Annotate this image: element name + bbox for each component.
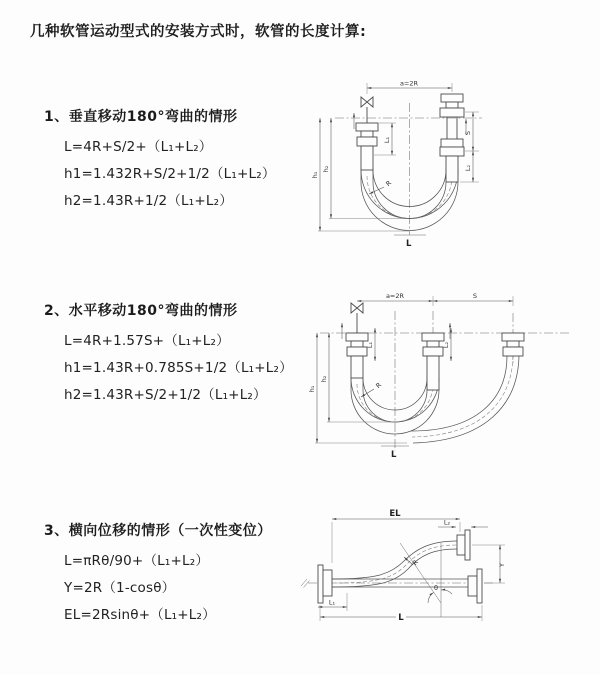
dim-label-L2: L₂	[464, 164, 472, 172]
dim-label-S: S	[464, 130, 472, 136]
formula-line: h2=1.43R+S/2+1/2（L₁+L₂）	[64, 387, 267, 403]
dim-label-L: L	[398, 613, 404, 623]
left-pipe-fitting	[356, 97, 378, 170]
pipe-socket	[323, 570, 332, 596]
formula-line: L=4R+1.57S+（L₁+L₂）	[64, 333, 230, 349]
left-flange-fitting	[318, 565, 332, 603]
formula-line: h1=1.432R+S/2+1/2（L₁+L₂）	[64, 166, 276, 182]
flange	[318, 565, 323, 603]
formula-line: EL=2Rsinθ+（L₁+L₂）	[64, 607, 216, 623]
middle-pipe-fitting	[422, 333, 444, 390]
left-pipe-fitting	[346, 303, 368, 378]
dim-label-L2: L₂	[443, 518, 451, 527]
dim-label-L1: L₁	[383, 136, 391, 144]
dim-label-a2R: a=2R	[385, 292, 405, 300]
pipe-socket	[457, 535, 465, 555]
braided-hose-section	[446, 156, 458, 182]
dim-label-a2R: a=2R	[399, 79, 419, 88]
straight-pipe-original-position	[332, 569, 482, 603]
formula-line: h2=1.43R+1/2（L₁+L₂）	[64, 193, 233, 209]
angle-label-theta: θ	[434, 584, 438, 592]
braided-hose-section	[361, 146, 373, 170]
dim-label-h1: h₁	[308, 385, 316, 393]
s-curved-hose-moved-position	[332, 530, 470, 587]
dim-label-S: S	[472, 292, 478, 300]
dim-label-Y: Y	[498, 563, 506, 567]
flange	[477, 569, 482, 603]
pipe-socket	[468, 576, 477, 596]
angle-construction	[400, 543, 452, 617]
dim-label-L2: L₂	[442, 341, 450, 349]
braided-hose-section	[427, 356, 439, 390]
valve-icon	[351, 303, 363, 313]
dim-label-L: L	[391, 450, 397, 460]
diagram-vertical-180-bend	[310, 75, 590, 255]
dimensions	[318, 509, 506, 623]
valve-icon	[361, 97, 373, 107]
formula-line: L=πRθ/90+（L₁+L₂）	[64, 553, 210, 569]
dim-label-EL: EL	[389, 509, 401, 519]
dim-label-R: R	[374, 380, 384, 390]
right-pipe-fitting	[440, 94, 464, 182]
centerlines	[320, 311, 570, 451]
dim-label-L1: L₁	[328, 598, 336, 607]
dim-label-L: L	[406, 239, 412, 249]
dimensions	[308, 292, 513, 460]
dim-label-h1: h₁	[311, 171, 319, 179]
formula-line: L=4R+S/2+（L₁+L₂）	[64, 139, 213, 155]
section-1-heading: 1、垂直移动180°弯曲的情形	[44, 109, 238, 125]
section-2-heading: 2、水平移动180°弯曲的情形	[44, 303, 238, 319]
flange	[465, 530, 470, 560]
diagram-horizontal-180-bend	[305, 283, 595, 468]
right-pipe-fitting	[502, 333, 524, 356]
diagram-lateral-displacement	[300, 505, 600, 635]
dim-label-L1: L₁	[366, 341, 374, 349]
dim-label-h2: h₂	[322, 165, 330, 173]
dim-label-R: R	[384, 178, 394, 188]
dim-label-h2: h₂	[320, 375, 328, 383]
dim-label-R: R	[410, 558, 420, 568]
section-3-heading: 3、横向位移的情形（一次性变位）	[44, 523, 272, 539]
formula-line: Y=2R（1-cosθ）	[64, 580, 176, 596]
page-title: 几种软管运动型式的安装方式时，软管的长度计算:	[30, 24, 367, 40]
braided-hose-section	[351, 356, 363, 378]
formula-line: h1=1.43R+0.785S+1/2（L₁+L₂）	[64, 360, 293, 376]
